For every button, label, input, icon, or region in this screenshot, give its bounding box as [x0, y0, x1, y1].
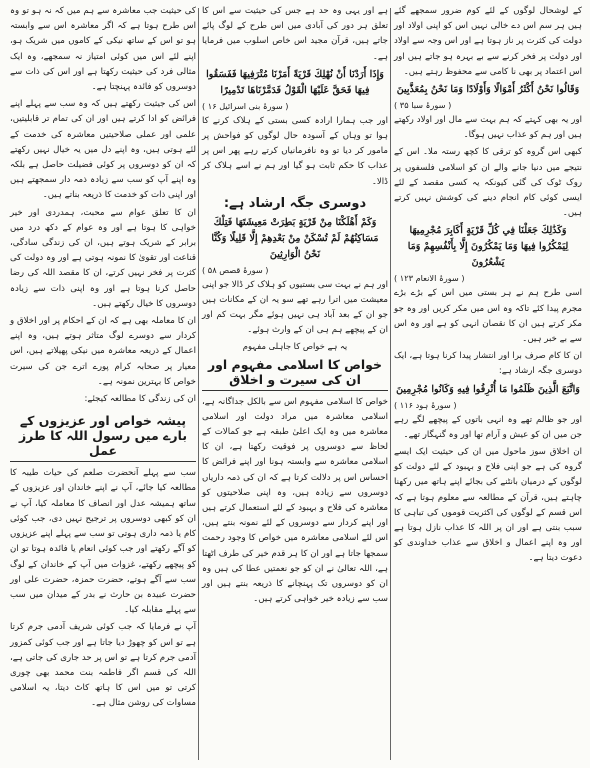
newspaper-page	[6, 4, 584, 764]
paragraph: خواص کا اسلامی مفہوم اس سے بالکل جداگانہ ہے، اسلامی معاشرہ میں مراد دولت اور اسلامی معاشرہ میں وہ ایک اعلیٰ طبقہ ہے جو کمالات کے لحاظ سے دوسروں پر فوقیت رکھتا ہے، ان کا اسلامی معاشرہ سے وابستہ ہونا اور اپنے فرائض کا احساس اس پر دلالت کرتا ہے کہ ان کی ذمہ داریاں دوسروں سے زیادہ ہیں، وہ اپنی صلاحیتوں کو معاشرہ کی فلاح و بہبود کے لئے استعمال کرتے ہیں اور اپنے کردار سے دوسروں کے لئے نمونہ بنتے ہیں، اس لئے اسلامی معاشرہ میں خواص کا وجود رحمت سمجھا جاتا ہے اور ان کا ہر قدم خیر کی طرف اٹھتا ہے، اللہ تعالیٰ نے ان کو جو نعمتیں عطا کی ہیں وہ ان کو دوسروں تک پہنچانے کا ذریعہ بنتے ہیں اور سب سے زیادہ خیر خواہی کرتے ہیں۔	[202, 396, 388, 605]
quran-verse: وَكَذَٰلِكَ جَعَلْنَا فِي كُلِّ قَرْيَةٍ أَكَابِرَ مُجْرِمِيهَا لِيَمْكُرُوا فِيهَا وَمَا يَمْكُرُونَ إِلَّا بِأَنْفُسِهِمْ وَمَا يَشْعُرُونَ	[407, 225, 569, 269]
paragraph: ان کا معاملہ بھی ہے کہ ان کے احکام پر اور اخلاق و کردار سے دوسرے لوگ متاثر ہوتے ہیں، وہ اپنے اعمال کے ذریعہ معاشرہ میں نیکی پھیلاتے ہیں، اس معیار پر صحابہ کرام پورے اترے جن کی سیرت خواص کا بہترین نمونہ ہے۔	[10, 316, 196, 387]
paragraph: اور جب ہمارا ارادہ کسی بستی کے ہلاک کرنے کا ہوا تو وہاں کے آسودہ حال لوگوں کو فواحش پر مامور کر دیا تو وہ نافرمانیاں کرتے رہے پھر اس پر عذاب کا حکم ثابت ہو گیا اور ہم نے اسے ہلاک کر ڈالا۔	[202, 115, 388, 187]
verse-reference: ( سورۂ قصص ۵۸ )	[202, 264, 269, 275]
paragraph: ان کی زندگی کا مطالعہ کیجئے:	[84, 394, 196, 405]
column-divider	[198, 8, 199, 760]
quran-verse: وَإِذَا أَرَدْنَا أَنْ نُهْلِكَ قَرْيَةً أَمَرْنَا مُتْرَفِيهَا فَفَسَقُوا فِيهَا فَحَقَّ عَلَيْهَا الْقَوْلُ فَدَمَّرْنَاهَا تَدْمِيرًا	[206, 68, 384, 96]
verse-reference: ( سورۂ بنی اسرائیل ۱۶ )	[202, 100, 289, 111]
column-divider	[390, 8, 391, 760]
paragraph: اور یہ بھی کہتے کہ ہم بہت سے مال اور اولاد رکھتے ہیں اور ہم کو عذاب نہیں ہوگا۔	[394, 115, 582, 141]
section-heading: خواص کا اسلامی مفہوم اور ان کی سیرت و اخلاق	[202, 357, 388, 391]
paragraph: ان کا کام صرف برا اور انتشار پیدا کرنا ہوتا ہے، ایک دوسری جگہ ارشاد ہے:	[394, 351, 582, 377]
paragraph: اور ہم نے بہت سی بستیوں کو ہلاک کر ڈالا جو اپنی معیشت میں اترا رہے تھے سو یہ ان کے مکانات ہیں جو ان کے بعد آباد ہی نہیں ہوئے مگر بہت کم اور ان کے پیچھے ہم ہی ان کے وارث ہوئے۔	[202, 279, 388, 336]
section-heading: پیشہ خواص اور عزیزوں کے بارے میں رسول اللہ کا طرز عمل	[10, 413, 196, 462]
quran-verse: وَاتَّبَعَ الَّذِينَ ظَلَمُوا مَا أُتْرِفُوا فِيهِ وَكَانُوا مُجْرِمِينَ	[396, 383, 580, 395]
paragraph: اس کی جیثیت رکھتے ہیں کہ وہ سب سے پہلے اپنے فرائض کو ادا کرتے ہیں اور ان کی تمام تر قابلیتیں، علمی اور عملی صلاحیتیں معاشرہ کی خدمت کے لئے ہوتی ہیں، وہ اپنے دل میں یہ خیال نہیں رکھتے کہ ان کو دوسروں پر کوئی فضیلت حاصل ہے بلکہ وہ اپنے آپ کو سب سے زیادہ ذمہ دار سمجھتے ہیں اور اپنی ذات کو خدمت کا ذریعہ بناتے ہیں۔	[10, 99, 196, 201]
paragraph: ان اخلاق سوز ماحول میں ان کی حیثیت ایک ایسے گروہ کی ہے جو اپنی فلاح و بہبود کے لئے دولت کو لوگوں کے درمیان بانٹنے کی بجائے اپنے ہاتھ میں رکھنا چاہتے ہیں، قرآن کے مطالعہ سے معلوم ہوتا ہے کہ اس قسم کے لوگوں کی اکثریت قوموں کی تباہی کا سبب بنتی ہے اور ان پر اللہ کا عذاب نازل ہوتا ہے اور وہ اپنے اعمال و اخلاق سے عذاب خداوندی کو دعوت دیتا ہے۔	[394, 447, 582, 564]
quran-verse: وَقَالُوا نَحْنُ أَكْثَرُ أَمْوَالًا وَأَوْلَادًا وَمَا نَحْنُ بِمُعَذَّبِينَ	[396, 84, 580, 96]
quran-verse: وَكَمْ أَهْلَكْنَا مِنْ قَرْيَةٍ بَطِرَتْ مَعِيشَتَهَا فَتِلْكَ مَسَاكِنُهُمْ لَمْ تُسْكَنْ مِنْ بَعْدِهِمْ إِلَّا قَلِيلًا وَكُنَّا نَحْنُ الْوَارِثِينَ	[211, 216, 379, 260]
paragraph: کی حیثیت جب معاشرہ سے ہم میں کہ نہ ہو تو وہ اس طرح ہوتا ہے کہ اگر معاشرہ اس سے وابستہ ہو تو اس کے ساتھ نیکی کے کاموں میں شریک ہو، اپنے لئے اس میں کوئی امتیاز نہ سمجھے، وہ ایک مثالی فرد کی حیثیت رکھتا ہے اور اس کی ذات سے دوسروں کو فائدہ پہنچتا ہے۔	[10, 6, 196, 93]
middle-column	[202, 4, 388, 609]
verse-reference: ( سورۂ ہود ۱۱۶ )	[394, 399, 457, 410]
verse-reference: ( سورۂ الانعام ۱۲۳ )	[394, 273, 465, 284]
paragraph: آپ نے فرمایا کہ جب کوئی شریف آدمی جرم کرتا ہے تو اس کو چھوڑ دیا جاتا ہے اور جب کوئی کمزور آدمی جرم کرتا ہے تو اس پر حد جاری کی جاتی ہے، اللہ کی قسم اگر فاطمہ بنت محمد بھی چوری کرتی تو میں اس کا ہاتھ کاٹ دیتا، یہ اسلامی مساوات کی روشن مثال ہے۔	[10, 622, 196, 709]
paragraph: سب سے پہلے آنحضرت صلعم کی حیات طیبہ کا مطالعہ کیا جائے، آپ نے اپنے خاندان اور عزیزوں کے ساتھ ہمیشہ عدل اور انصاف کا معاملہ کیا، آپ نے ان کو کبھی دوسروں پر ترجیح نہیں دی، جب کوئی کام یا ذمہ داری ہوتی تو سب سے پہلے اپنے عزیزوں کو آگے رکھتے اور جب کوئی انعام یا فائدہ ہوتا تو ان کو پیچھے رکھتے، غزوات میں آپ کے خاندان کے لوگ سب سے آگے ہوتے، حضرت حمزہ، حضرت علی اور حضرت عبیدہ بن حارث نے بدر کے میدان میں سب سے پہلے مقابلہ کیا۔	[10, 468, 196, 616]
section-note: یہ ہے خواص کا جاہلی مفہوم	[242, 340, 348, 351]
paragraph: اور جو ظالم تھے وہ انہی باتوں کے پیچھے لگے رہے جن میں ان کو عیش و آرام تھا اور وہ گنہگار تھے۔	[394, 414, 582, 440]
paragraph: ہے اور یہی وہ حد ہے جس کی حیثیت سے اس کا تعلق ہر دور کی آبادی میں اس طرح کے لوگ پائے جاتے ہیں، قرآن مجید اس خاص اسلوب میں فرمایا ہے۔	[202, 6, 388, 62]
subheading: دوسری جگہ ارشاد ہے:	[223, 195, 367, 211]
paragraph: کے لوشحال لوگوں کے لئے کوم ضرور سمجھے گئے ہیں ہر سم اس دے خالی نہیں اس کو اپنی اولاد اور دولت کی کثرت پر ناز ہوتا ہے اور اس وجہ سے اولاد اور دولت پر فخر کرنے سے بے بہرہ ہو جاتے ہیں اور اس اعتماد پر بھی نا کامی سے محفوظ رہتے ہیں۔	[394, 6, 582, 77]
left-column	[10, 4, 196, 714]
verse-reference: ( سورۂ سبا ۳۵ )	[394, 100, 452, 111]
paragraph: ان کا تعلق عوام سے محبت، ہمدردی اور خیر خواہی کا ہوتا ہے اور وہ عوام کے دکھ درد میں برابر کے شریک ہوتے ہیں، ان کی زندگی سادگی، قناعت اور تقویٰ کا نمونہ ہوتی ہے اور وہ دولت کی کثرت پر فخر نہیں کرتے، ان کا مقصد اللہ کی رضا حاصل کرنا ہوتا ہے اور وہ اپنی ذات سے زیادہ دوسروں کا خیال رکھتے ہیں۔	[10, 207, 196, 309]
right-column	[394, 4, 582, 569]
paragraph: اسی طرح ہم نے ہر بستی میں اس کے بڑے بڑے مجرم پیدا کئے تاکہ وہ اس میں مکر کریں اور وہ جو مکر کرتے ہیں ان کا نقصان انہی کو ہے اور وہ اس سے بے خبر ہیں۔	[394, 288, 582, 345]
paragraph: کبھی اس گروہ کو ترقی کا کچھ رستہ ملا۔ اس کے نتیجے میں دنیا جانے والے ان کو اسلامی فلسفوں پر روک ٹوک کی گئی کیونکہ یہ کسی مقصد کے لئے ایسی کوئی کام انجام دینے کی کوشش نہیں کرتے ہیں۔	[394, 147, 582, 219]
